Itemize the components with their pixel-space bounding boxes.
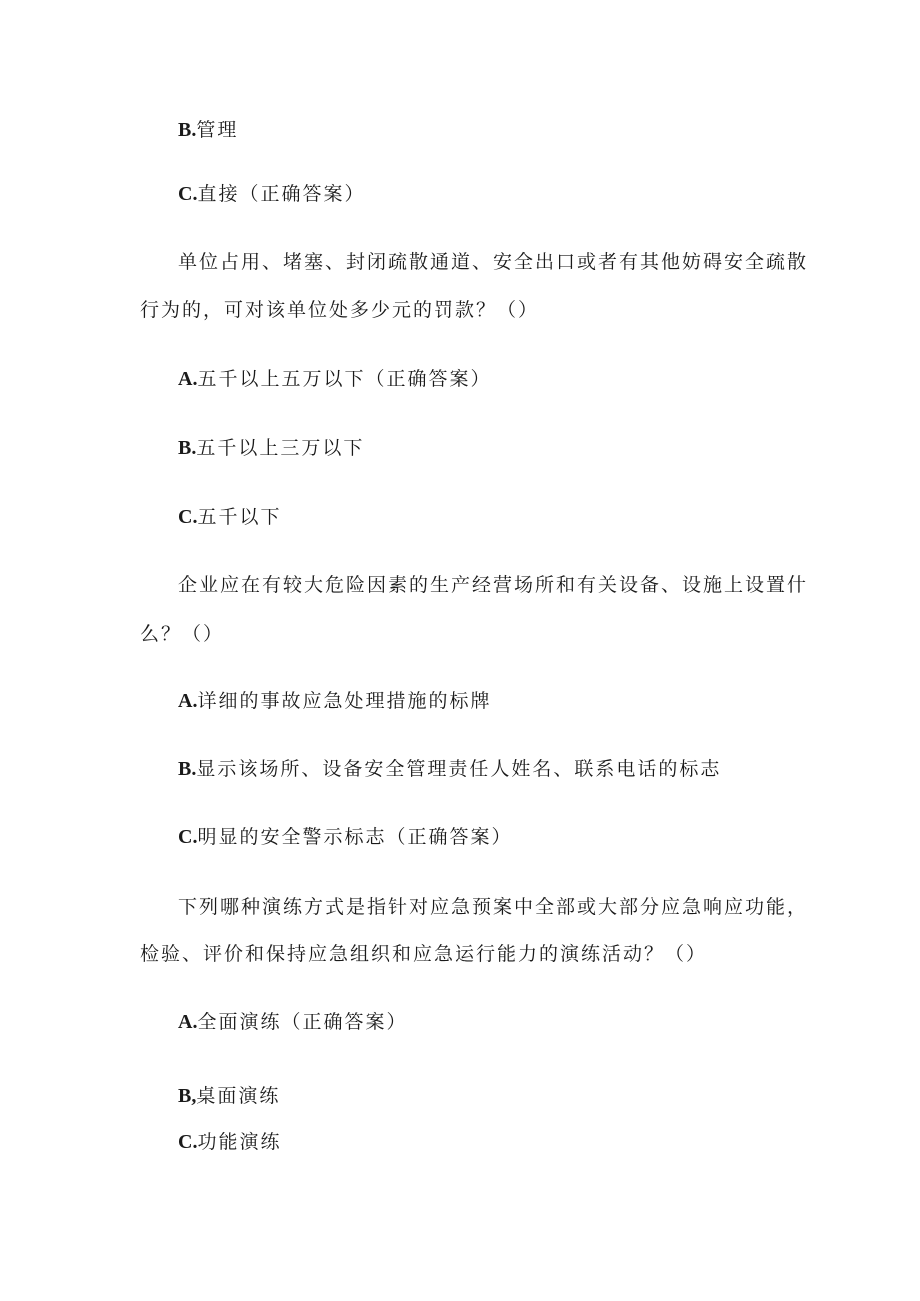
option-c [178, 1130, 281, 1154]
option-letter: C. [178, 826, 198, 848]
option-b-management [178, 118, 238, 142]
option-text: 直接（正确答案） [197, 183, 366, 205]
option-letter: A. [178, 1011, 198, 1033]
option-letter: B. [178, 119, 197, 141]
option-text: 详细的事故应急处理措施的标牌 [197, 690, 492, 712]
question-2-line-1: 单位占用、堵塞、封闭疏散通道、安全出口或者有其他妨碍安全疏散 [178, 251, 809, 273]
option-b [178, 757, 721, 781]
option-a [178, 689, 491, 713]
option-text: 管理 [196, 119, 239, 141]
option-a [178, 367, 491, 391]
option-letter: B, [178, 1085, 197, 1107]
option-text: 五千以上五万以下（正确答案） [197, 368, 492, 390]
option-c-direct [178, 182, 365, 206]
option-text: 桌面演练 [196, 1085, 281, 1107]
question-4-line-2: 检验、评价和保持应急组织和应急运行能力的演练活动？（） [140, 943, 708, 965]
option-text: 明显的安全警示标志（正确答案） [197, 826, 513, 848]
option-text: 全面演练（正确答案） [197, 1011, 408, 1033]
option-text: 五千以上三万以下 [196, 437, 365, 459]
option-text: 显示该场所、设备安全管理责任人姓名、联系电话的标志 [196, 758, 722, 780]
option-letter: A. [178, 690, 198, 712]
question-3-line-2: 么？（） [140, 623, 225, 645]
question-3-line-1: 企业应在有较大危险因素的生产经营场所和有关设备、设施上设置什 [178, 574, 809, 596]
option-letter: B. [178, 437, 197, 459]
option-c [178, 505, 281, 529]
option-letter: C. [178, 1131, 198, 1153]
option-b [178, 1084, 280, 1108]
question-2-line-2: 行为的，可对该单位处多少元的罚款？（） [140, 299, 540, 321]
option-a [178, 1010, 407, 1034]
option-c [178, 825, 512, 849]
option-b [178, 436, 364, 460]
question-4-line-1: 下列哪种演练方式是指针对应急预案中全部或大部分应急响应功能， [178, 896, 809, 918]
option-letter: B. [178, 758, 197, 780]
option-letter: C. [178, 183, 198, 205]
option-letter: C. [178, 506, 198, 528]
option-text: 功能演练 [197, 1131, 282, 1153]
option-text: 五千以下 [197, 506, 282, 528]
option-letter: A. [178, 368, 198, 390]
